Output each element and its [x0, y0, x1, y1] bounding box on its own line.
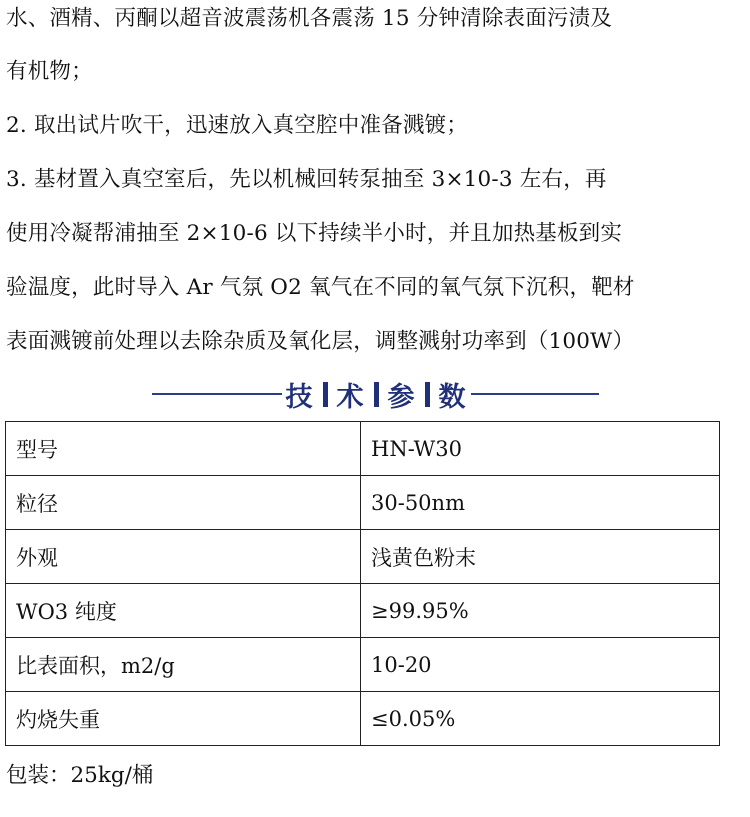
table-row [6, 476, 720, 530]
spec-value-particle-size: 30-50nm [361, 476, 720, 530]
spec-value-model: HN-W30 [361, 422, 720, 476]
heading-char-1: 技 [285, 381, 314, 413]
spec-table [5, 421, 720, 746]
heading-rule-left [152, 393, 282, 395]
table-row [6, 638, 720, 692]
table-row [6, 692, 720, 746]
spec-label-ignition-loss: 灼烧失重 [6, 692, 361, 746]
step-3-line-4: 表面溅镀前处理以去除杂质及氧化层，调整溅射功率到（100W） [6, 329, 635, 354]
section-heading [0, 373, 750, 415]
table-row [6, 530, 720, 584]
heading-char-4: 数 [438, 381, 467, 413]
spec-value-surface-area: 10-20 [361, 638, 720, 692]
step-2-line: 2. 取出试片吹干，迅速放入真空腔中准备溅镀； [6, 113, 468, 138]
spec-label-appearance: 外观 [6, 530, 361, 584]
heading-char-3: 参 [387, 381, 416, 413]
spec-label-particle-size: 粒径 [6, 476, 361, 530]
spec-label-surface-area: 比表面积，m2/g [6, 638, 361, 692]
spec-value-ignition-loss: ≤0.05% [361, 692, 720, 746]
heading-rule-right [471, 393, 599, 395]
packaging-note: 包装：25kg/桶 [6, 763, 154, 788]
heading-separator-3 [425, 382, 430, 407]
spec-label-model: 型号 [6, 422, 361, 476]
heading-char-2: 术 [336, 381, 365, 413]
spec-label-purity: WO3 纯度 [6, 584, 361, 638]
spec-value-appearance: 浅黄色粉末 [361, 530, 720, 584]
intro-line-2: 有机物； [6, 59, 93, 84]
step-3-line-3: 验温度，此时导入 Ar 气氛 O2 氧气在不同的氧气氛下沉积，靶材 [6, 275, 635, 300]
heading-separator-1 [323, 382, 328, 407]
heading-separator-2 [374, 382, 379, 407]
table-row [6, 584, 720, 638]
step-3-line-1: 3. 基材置入真空室后，先以机械回转泵抽至 3×10-3 左右，再 [6, 167, 607, 192]
spec-value-purity: ≥99.95% [361, 584, 720, 638]
table-row [6, 422, 720, 476]
step-3-line-2: 使用冷凝帮浦抽至 2×10-6 以下持续半小时，并且加热基板到实 [6, 221, 623, 246]
intro-line-1: 水、酒精、丙酮以超音波震荡机各震荡 15 分钟清除表面污渍及 [6, 6, 613, 31]
